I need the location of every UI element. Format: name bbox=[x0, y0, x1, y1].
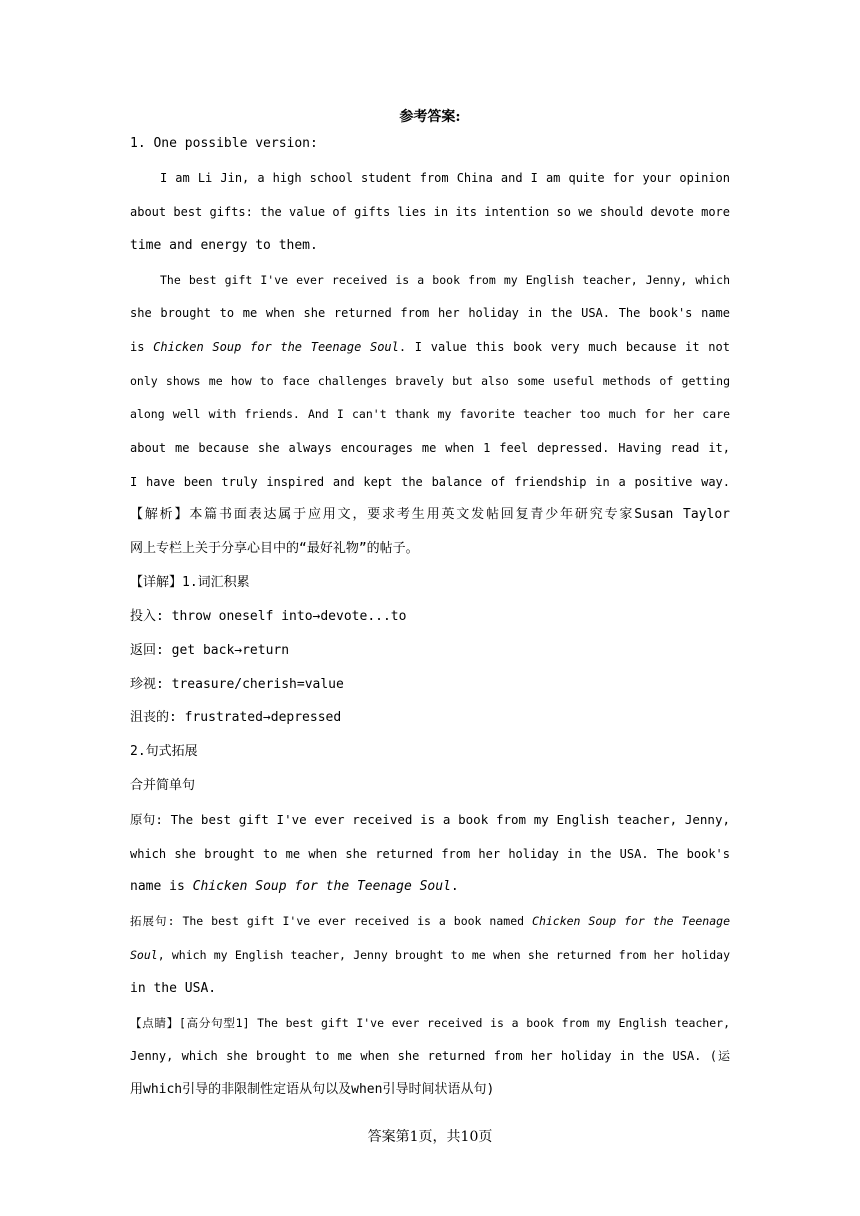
highlight-line: 用which引导的非限制性定语从句以及when引导时间状语从句) bbox=[130, 1082, 495, 1097]
essay-line: she brought to me when she returned from her holiday in the USA. The book's name bbox=[130, 306, 730, 320]
expanded-sentence-line bbox=[130, 911, 730, 931]
vocab-item: 沮丧的: frustrated→depressed bbox=[130, 710, 342, 725]
text-fragment: is bbox=[130, 340, 154, 354]
essay-line bbox=[130, 337, 730, 357]
text-fragment: , which my English teacher, Jenny brought to me when she returned from her holiday bbox=[157, 948, 730, 962]
highlight-line: 【点睛】[高分句型1] The best gift I've ever received is a book from my English teacher, bbox=[130, 1016, 730, 1030]
text-fragment: 拓展句: The best gift I've ever received is a book named bbox=[130, 914, 533, 928]
book-title: Chicken Soup for the Teenage Soul bbox=[192, 879, 451, 894]
page-title: 参考答案: bbox=[399, 109, 461, 125]
original-sentence-line: 原句: The best gift I've ever received is a book from my English teacher, Jenny, bbox=[130, 812, 730, 827]
essay-line: along well with friends. And I can't thank my favorite teacher too much for her care bbox=[130, 407, 730, 421]
essay-line: I am Li Jin, a high school student from China and I am quite for your opinion bbox=[160, 171, 730, 185]
text-fragment: name is bbox=[130, 879, 193, 894]
essay-line: The best gift I've ever received is a book from my English teacher, Jenny, which bbox=[160, 273, 730, 287]
book-title-part: Chicken Soup for the Teenage bbox=[532, 914, 730, 928]
highlight-line: Jenny, which she brought to me when she returned from her holiday in the USA. (运 bbox=[130, 1049, 730, 1063]
original-sentence-line: which she brought to me when she returned from her holiday in the USA. The book's bbox=[130, 847, 730, 861]
essay-line: about me because she always encourages me when 1 feel depressed. Having read it, bbox=[130, 441, 730, 455]
book-title: Chicken Soup for the Teenage Soul bbox=[153, 340, 399, 354]
essay-line: I have been truly inspired and kept the balance of friendship in a positive way. bbox=[130, 475, 730, 489]
expanded-sentence-line: in the USA. bbox=[130, 981, 217, 996]
detail-heading: 【详解】1.词汇积累 bbox=[130, 575, 250, 590]
page-footer: 答案第1页，共10页 bbox=[367, 1129, 493, 1145]
essay-line: about best gifts: the value of gifts lies in its intention so we should devote more bbox=[130, 205, 730, 219]
essay-line: only shows me how to face challenges bravely but also some useful methods of getting bbox=[130, 374, 730, 388]
question-number: 1. One possible version: bbox=[130, 136, 318, 151]
vocab-item: 返回: get back→return bbox=[130, 643, 290, 658]
sub-heading: 合并简单句 bbox=[130, 778, 196, 793]
book-title-part: Soul bbox=[130, 948, 158, 962]
essay-line: time and energy to them. bbox=[130, 238, 318, 253]
vocab-item: 投入: throw oneself into→devote...to bbox=[130, 609, 407, 624]
expanded-sentence-line bbox=[130, 945, 730, 965]
analysis-line: 【解析】本篇书面表达属于应用文，要求考生用英文发帖回复青少年研究专家Susan Taylor bbox=[130, 507, 730, 522]
vocab-item: 珍视: treasure/cherish=value bbox=[130, 677, 344, 692]
text-fragment: . bbox=[450, 879, 459, 894]
analysis-line: 网上专栏上关于分享心目中的“最好礼物”的帖子。 bbox=[130, 541, 419, 556]
text-fragment: . I value this book very much because it not bbox=[398, 340, 730, 354]
original-sentence-line bbox=[130, 877, 730, 897]
section-heading: 2.句式拓展 bbox=[130, 744, 198, 759]
